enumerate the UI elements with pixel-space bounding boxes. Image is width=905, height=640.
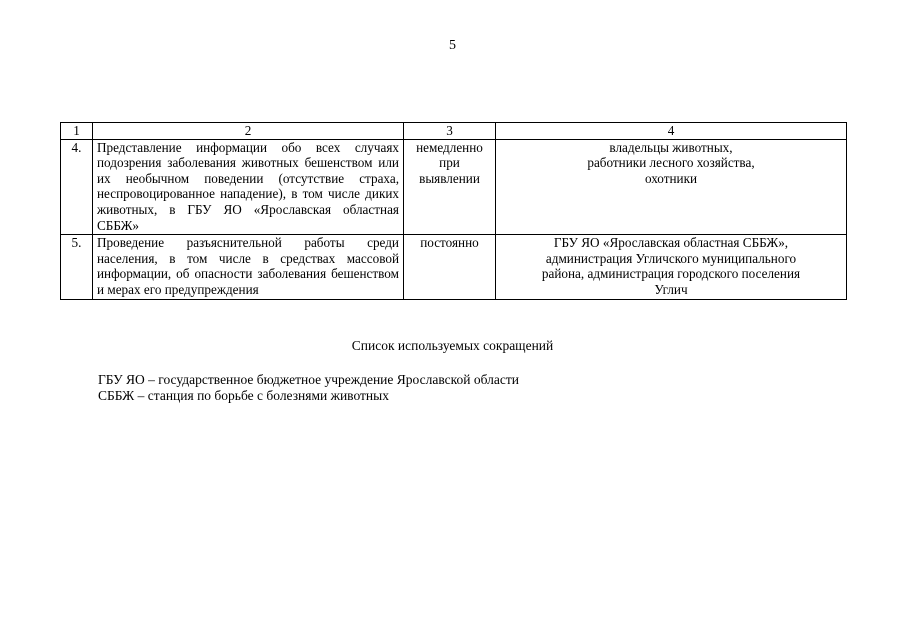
row-description: Проведение разъяснительной работы среди населения, в том числе в средствах массовой информации, об опасности заболевания бешенством и мерах его предупреждения [93,235,404,299]
measures-table [60,122,847,300]
table-row [61,139,847,235]
row-term: немедленно при выявлении [404,139,496,235]
abbreviations-list [98,372,519,404]
column-header-1: 1 [61,123,93,140]
executor-line: владельцы животных, [609,139,733,155]
row-description: Представление информации обо всех случаях подозрения заболевания животных бешенством или их необычном поведении (отсутствие страха, неспровоцированное нападение), в том числе диких животных, в ГБУ ЯО «Ярославская областная СББЖ» [93,139,404,235]
row-term: постоянно [404,235,496,299]
row-number: 4. [61,139,93,235]
abbreviation-item: ГБУ ЯО – государственное бюджетное учреждение Ярославской области [98,372,519,387]
executor-line: работники лесного хозяйства, [587,155,755,171]
executor-line: охотники [644,170,698,186]
executor-line: района, администрация городского поселения [541,266,801,282]
executor-line: администрация Угличского муниципального [545,250,797,266]
abbreviation-item: СББЖ – станция по борьбе с болезнями животных [98,388,389,403]
page-number: 5 [449,38,456,53]
executor-line: ГБУ ЯО «Ярославская областная СББЖ», [553,235,789,251]
abbreviations-title: Список используемых сокращений [351,338,554,353]
table-header-row [61,123,847,140]
column-header-4: 4 [496,123,847,140]
row-number: 5. [61,235,93,299]
row-executors [496,139,847,235]
table-row [61,235,847,299]
executor-line: Углич [654,281,688,297]
column-header-2: 2 [93,123,404,140]
column-header-3: 3 [404,123,496,140]
row-executors [496,235,847,299]
